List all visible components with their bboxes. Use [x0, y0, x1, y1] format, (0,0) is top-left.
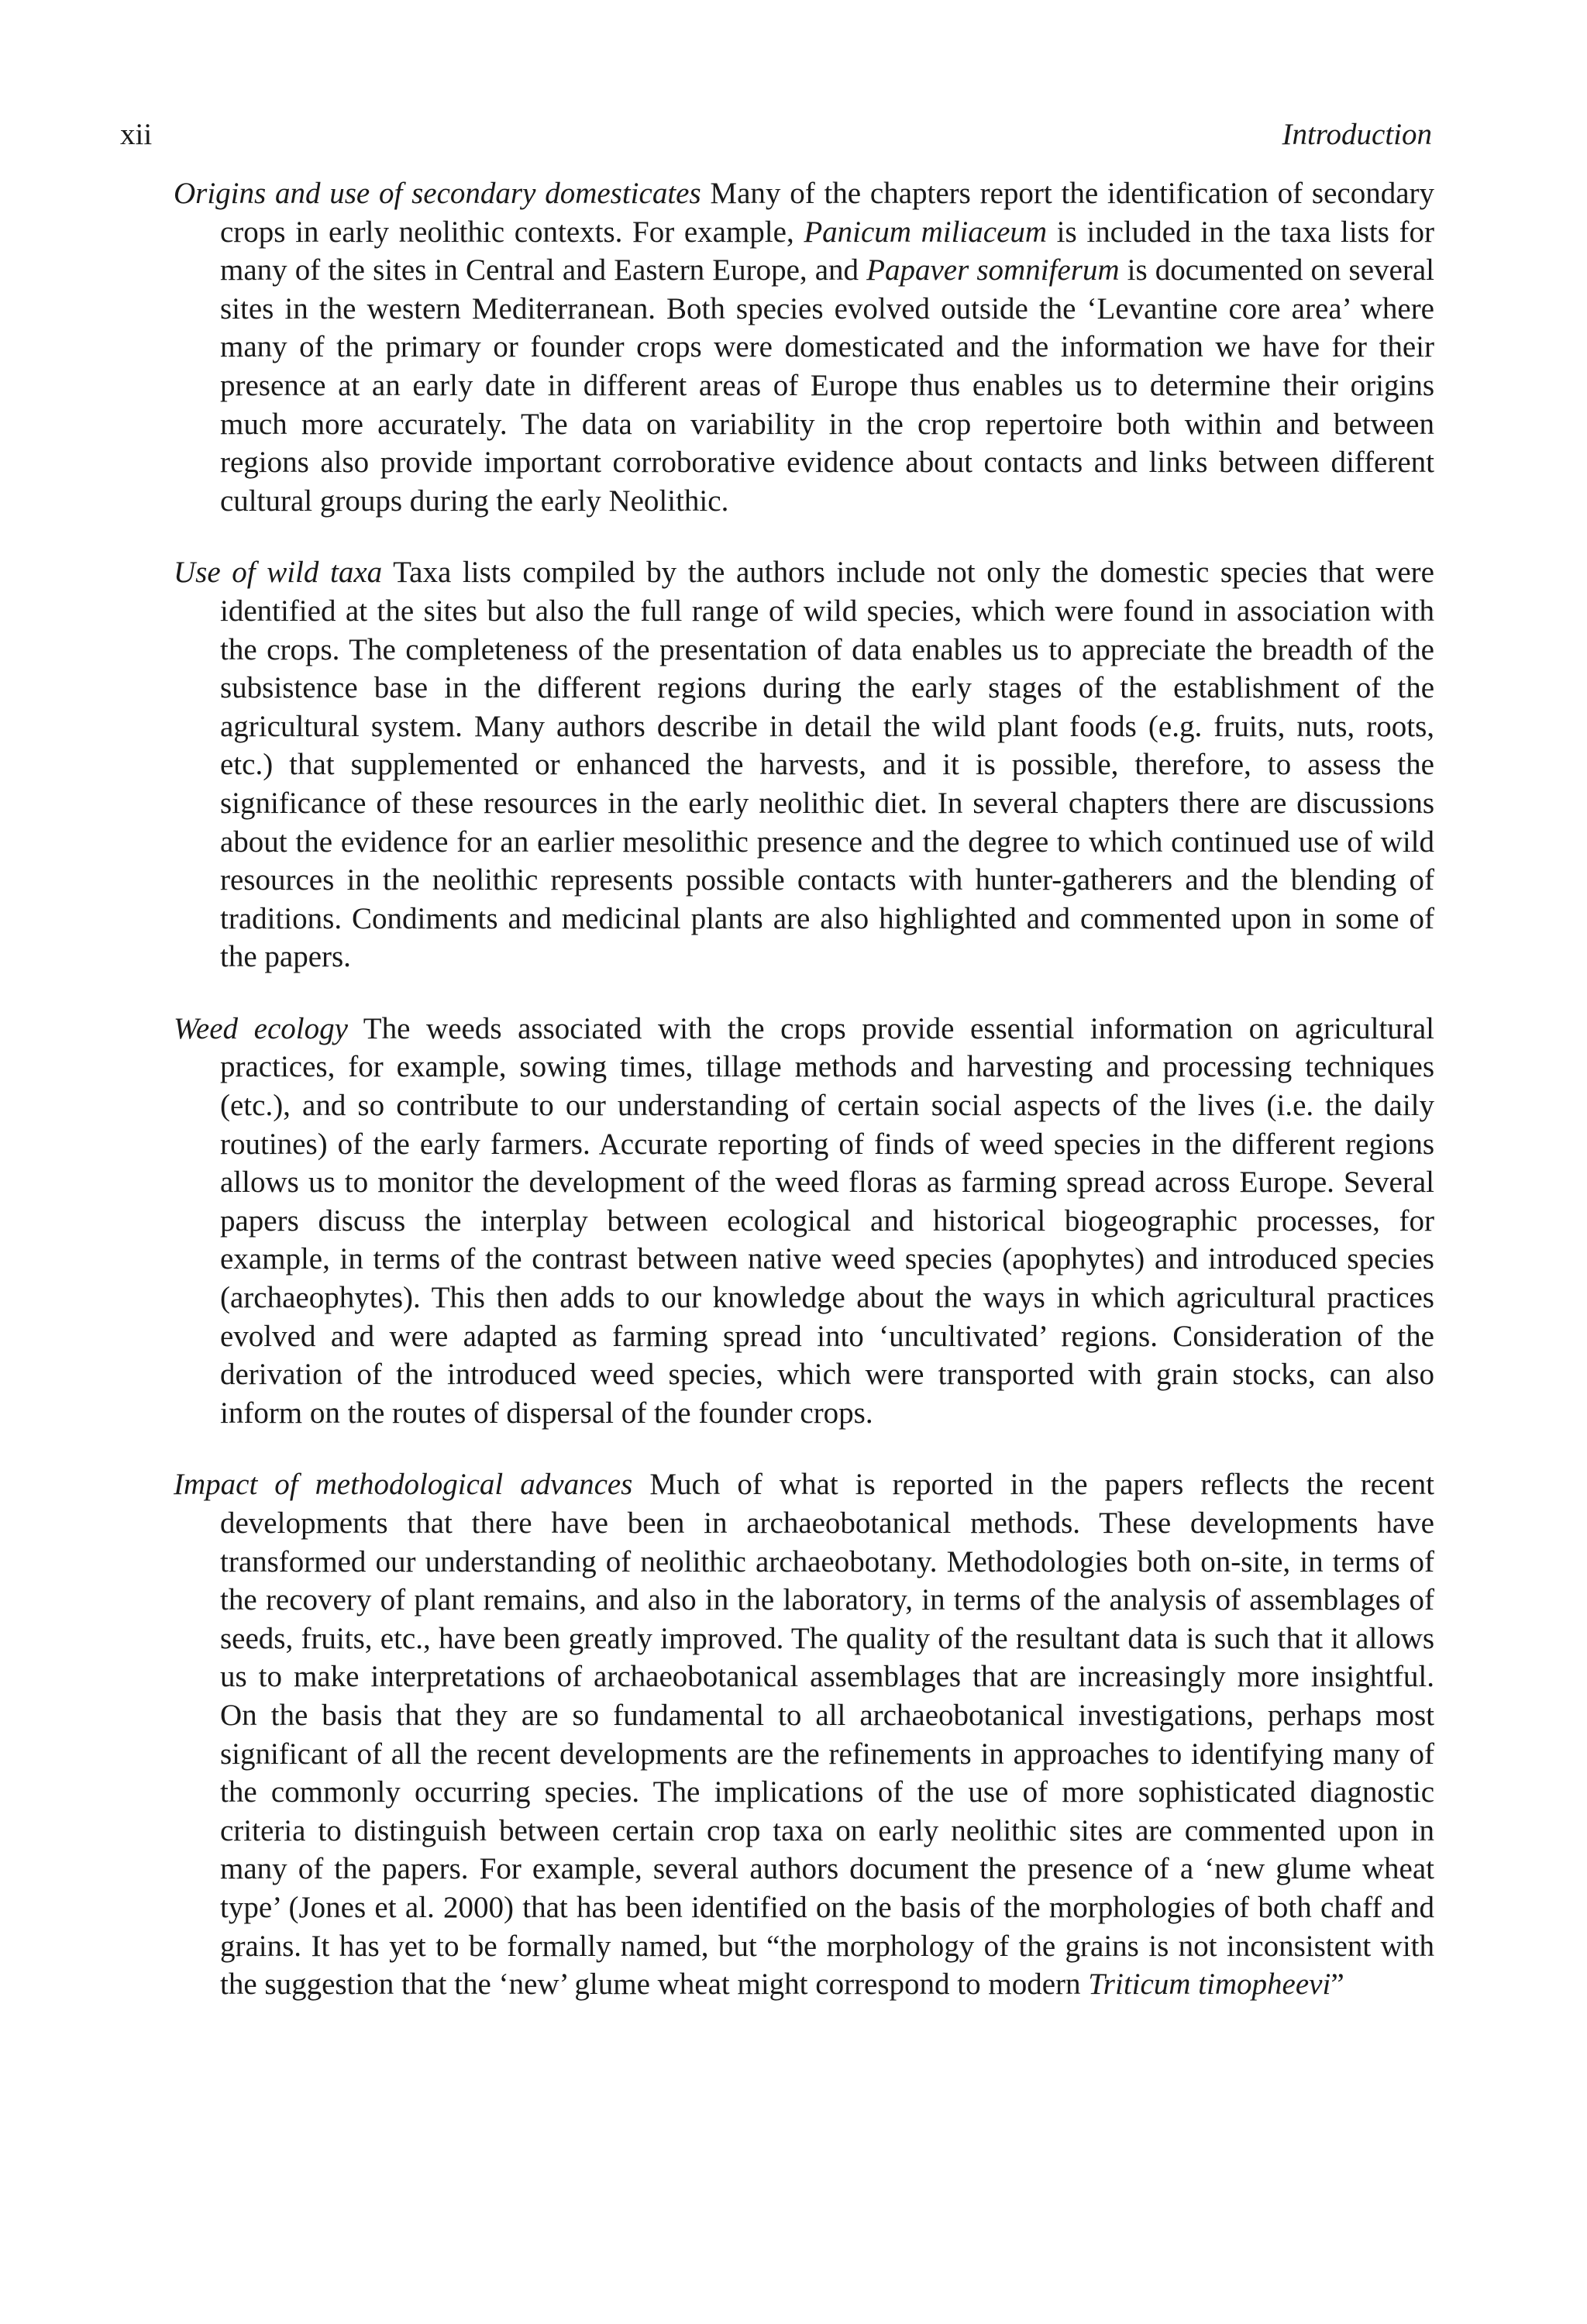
entry-term: Use of wild taxa — [174, 556, 383, 590]
entry-text: Taxa lists compiled by the authors include not only the domestic species that were identified at the sites but also the full range of wild species, which were found in association with the crops. The completeness of the presentation of data enables us to appreciate the breadth of the subsistence base in the different regions during the early stages of the establishment of the agricultural system. Many authors describe in detail the wild plant foods (e.g. fruits, nuts, roots, etc.) that supplemented or enhanced the harvests, and it is possible, therefore, to assess the significance of these resources in the early neolithic diet. In several chapters there are discussions about the evidence for an earlier mesolithic presence and the degree to which continued use of wild resources in the neolithic represents possible contacts with hunter-gatherers and the blending of traditions. Condiments and medicinal plants are also highlighted and commented upon in some of the papers. — [220, 556, 1434, 974]
taxon-name: Papaver somniferum — [866, 253, 1120, 287]
entry-text: is included in the taxa lists for many of the sites in Central and Eastern Europe, and — [220, 215, 1435, 287]
entry-text: Much of what is reported in the papers reflects the recent developments that there have been in archaeobotanical methods. These developments have transformed our understanding of neolithic archaeobotany. Methodologies both on-site, in terms of the recovery of plant remains, and also in the laboratory, in terms of the analysis of assemblages of seeds, fruits, etc., have been greatly improved. The quality of the resultant data is such that it allows us to make interpretations of archaeobotanical assemblages that are increasingly more insightful. On the basis that they are so fundamental to all archaeobotanical investigations, perhaps most significant of all the recent developments are the refinements in approaches to identifying many of the commonly occurring species. The implications of the use of more sophisticated diagnostic criteria to distinguish between certain crop taxa on early neolithic sites are commented upon in many of the papers. For example, several authors document the presence of a ‘new glume wheat type’ (Jones et al. 2000) that has been identified on the basis of the morphologies of both chaff and grains. It has yet to be formally named, but “the morphology of the grains is not inconsistent with the suggestion that the ‘new’ glume wheat might correspond to modern — [220, 1468, 1434, 2002]
page-number: xii — [120, 118, 153, 151]
entry-term: Impact of methodological advances — [174, 1468, 633, 1502]
entry-weed-ecology — [174, 1010, 1434, 1433]
taxon-name: Panicum miliaceum — [804, 215, 1048, 249]
taxon-name: Triticum timopheevi — [1088, 1968, 1331, 2002]
chapter-title: Introduction — [1282, 118, 1432, 151]
entry-term: Weed ecology — [174, 1011, 348, 1045]
entry-text: is documented on several sites in the western Mediterranean. Both species evolved outside the ‘Levantine core area’ where many of the primary or founder crops were domesticated and the information we have for their presence at an early date in different areas of Europe thus enables us to determine their origins much more accurately. The data on variability in the crop repertoire both within and between regions also provide important corroborative evidence about contacts and links between different cultural groups during the early Neolithic. — [220, 253, 1434, 518]
entry-text: ” — [1331, 1968, 1344, 2002]
entry-term: Origins and use of secondary domesticates — [174, 177, 701, 210]
entry-text: Many of the chapters report the identification of secondary crops in early neolithic contexts. For example, — [220, 177, 1434, 249]
entry-impact-of-methodological-advances — [174, 1465, 1434, 2003]
entry-use-of-wild-taxa — [174, 553, 1434, 976]
entry-text: The weeds associated with the crops provide essential information on agricultural practices, for example, sowing times, tillage methods and harvesting and processing techniques (etc.), and so contribute to our understanding of certain social aspects of the lives (i.e. the daily routines) of the early farmers. Accurate reporting of finds of weed species in the different regions allows us to monitor the development of the weed floras as farming spread across Europe. Several papers discuss the interplay between ecological and historical biogeographic processes, for example, in terms of the contrast between native weed species (apophytes) and introduced species (archaeophytes). This then adds to our knowledge about the ways in which agricultural practices evolved and were adapted as farming spread into ‘uncultivated’ regions. Consideration of the derivation of the introduced weed species, which were transported with grain stocks, can also inform on the routes of dispersal of the founder crops. — [220, 1011, 1434, 1430]
entry-origins-secondary-domesticates — [174, 174, 1434, 520]
body-text — [174, 174, 1434, 2037]
